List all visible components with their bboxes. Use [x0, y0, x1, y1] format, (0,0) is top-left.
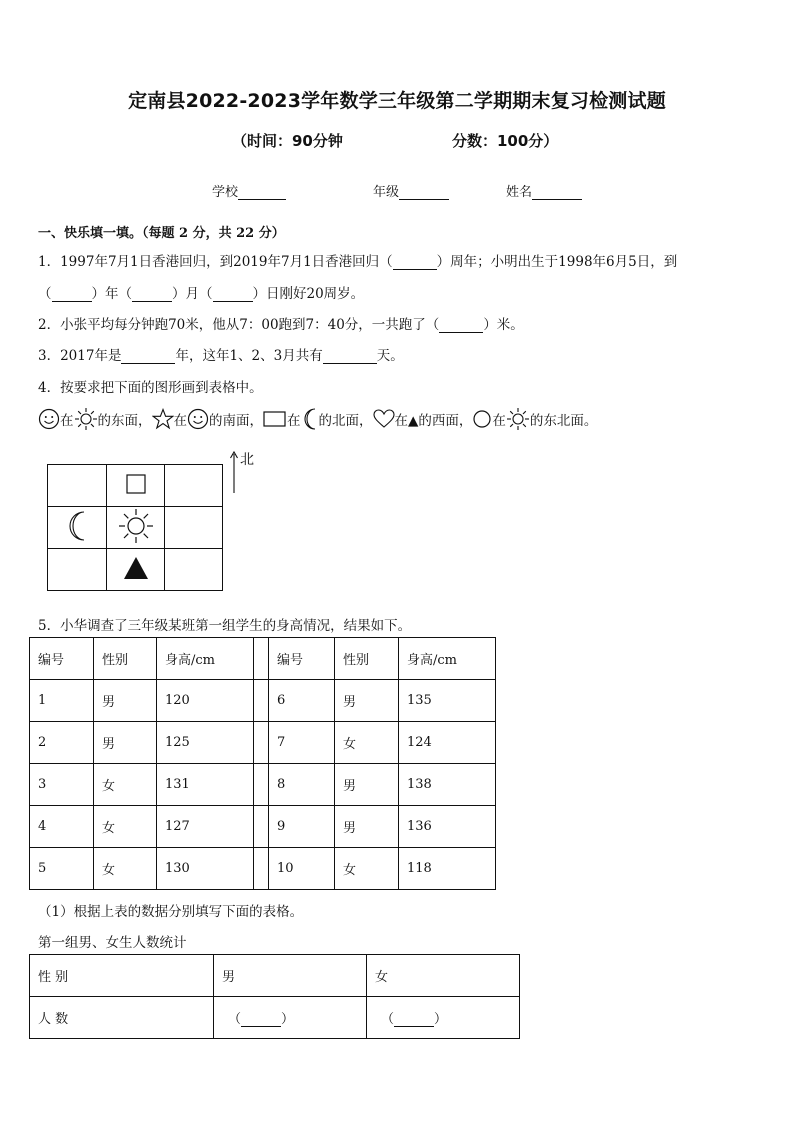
table-header-row: 编号 性别 身高/cm 编号 性别 身高/cm: [30, 638, 496, 680]
heart-icon: [373, 409, 395, 429]
boys-count-cell[interactable]: （ ）: [214, 997, 367, 1039]
question-5-sub-1: （1）根据上表的数据分别填写下面的表格。: [38, 904, 304, 920]
table-row: 1 男 120 6 男 135: [30, 680, 496, 722]
placement-grid: [47, 464, 223, 591]
table-row: 2 男 125 7 女 124: [30, 722, 496, 764]
circle-icon: [472, 409, 492, 429]
grid-cell[interactable]: [165, 465, 223, 507]
rectangle-icon: [263, 410, 287, 428]
star-icon: [152, 408, 174, 430]
moon-icon: [301, 407, 319, 431]
name-field: [506, 181, 582, 200]
question-5: 5．小华调查了三年级某班第一组学生的身高情况，结果如下。: [38, 618, 412, 634]
square-icon: [126, 474, 146, 494]
count-table: [29, 954, 520, 1039]
smiley-icon: [187, 408, 209, 430]
girls-count-blank[interactable]: [394, 1012, 434, 1027]
q1-blank-day[interactable]: [213, 287, 253, 302]
boys-count-blank[interactable]: [241, 1012, 281, 1027]
q1-blank-month[interactable]: [132, 287, 172, 302]
grid-cell[interactable]: [48, 549, 107, 591]
shape-instructions: 在 的东面， 在 的南面， 在 的北面， 在▲的西面， 在 的东北面。: [38, 407, 597, 431]
sun-icon: [74, 407, 98, 431]
question-2: 2．小张平均每分钟跑70米，他从7：00跑到7：40分，一共跑了（ ）米。: [38, 317, 524, 333]
name-blank[interactable]: [532, 185, 582, 200]
grid-cell[interactable]: [165, 549, 223, 591]
score-label: 分数：100分）: [452, 132, 559, 150]
north-arrow-icon: [228, 450, 240, 494]
q1-blank-1[interactable]: [393, 255, 437, 270]
question-3: 3．2017年是 年，这年1、2、3月共有 天。: [38, 348, 404, 364]
sun-icon: [118, 508, 154, 544]
page-title: 定南县2022-2023学年数学三年级第二学期期末复习检测试题: [128, 90, 666, 112]
question-1-line-2: （ ）年（ ）月（ ）日刚好20周岁。: [38, 286, 365, 302]
table-row: 5 女 130 10 女 118: [30, 848, 496, 890]
grid-cell[interactable]: [107, 507, 165, 549]
q3-blank-1[interactable]: [121, 349, 175, 364]
table-row: 性 别 男 女: [30, 955, 520, 997]
table-row: 3 女 131 8 男 138: [30, 764, 496, 806]
grid-cell[interactable]: [165, 507, 223, 549]
school-field: [212, 181, 286, 200]
q3-blank-2[interactable]: [323, 349, 377, 364]
moon-icon: [64, 510, 90, 542]
grid-cell[interactable]: [107, 549, 165, 591]
q1-blank-year[interactable]: [52, 287, 92, 302]
name-label: 姓名: [506, 185, 533, 200]
grade-label: 年级: [373, 185, 400, 200]
school-label: 学校: [212, 185, 239, 200]
height-table: [29, 637, 496, 890]
school-blank[interactable]: [238, 185, 286, 200]
grid-cell[interactable]: [48, 465, 107, 507]
q2-blank[interactable]: [439, 318, 483, 333]
sun-icon: [506, 407, 530, 431]
grid-cell[interactable]: [107, 465, 165, 507]
time-label: （时间：90分钟: [232, 132, 343, 150]
smiley-icon: [38, 408, 60, 430]
triangle-icon: [123, 556, 149, 580]
grade-blank[interactable]: [399, 185, 449, 200]
grid-cell[interactable]: [48, 507, 107, 549]
table-row: 4 女 127 9 男 136: [30, 806, 496, 848]
question-4: 4．按要求把下面的图形画到表格中。: [38, 380, 263, 396]
north-label: 北: [240, 452, 254, 468]
question-1-line-1: 1．1997年7月1日香港回归，到2019年7月1日香港回归（ ）周年；小明出生于1998年6月5日，到: [38, 254, 678, 270]
grade-field: [373, 181, 449, 200]
section-heading: 一、快乐填一填。（每题 2 分，共 22 分）: [38, 226, 285, 241]
girls-count-cell[interactable]: （ ）: [367, 997, 520, 1039]
table-row: 人 数 （ ） （ ）: [30, 997, 520, 1039]
count-table-caption: 第一组男、女生人数统计: [38, 935, 187, 951]
